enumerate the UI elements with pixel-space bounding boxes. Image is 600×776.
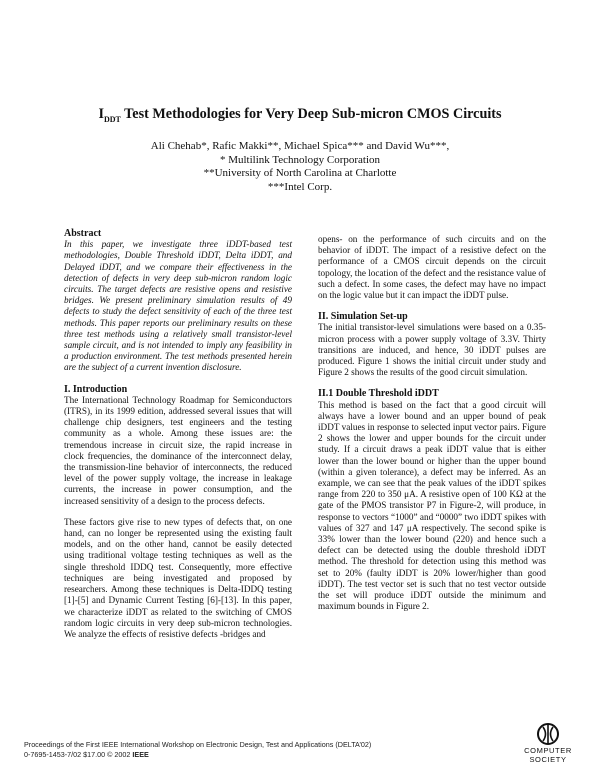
author-block — [0, 140, 600, 194]
abstract-heading: Abstract — [64, 228, 102, 239]
affiliation-3: ***Intel Corp. — [267, 180, 333, 193]
double-threshold-heading: II.1 Double Threshold iDDT — [318, 388, 439, 400]
abstract-text: In this paper, we investigate three iDDT-based test methodologies, Double Threshold iDDT, Delta iDDT, and Delayed iDDT, and we compare their effectiveness in the detection of defects in very deep sub-micron random logic circuits. The target defects are resistive opens and resistive bridges. We present preliminary simulation results of 49 defects to study the defect sensitivity of each of the three test methods. This paper reports our preliminary results on these three test methods using a relatively small transistor-level sample circuit, and is not intended to imply any feasibility in a production environment. The test methods presented herein are the subject of a current invention disclosure. — [64, 239, 292, 373]
affiliation-2: **University of North Carolina at Charlotte — [203, 167, 397, 179]
logo-line-2: SOCIETY — [529, 755, 567, 764]
right-column — [318, 234, 546, 613]
author-names: Ali Chehab*, Rafic Makki**, Michael Spica*** and David Wu***, — [150, 140, 450, 152]
double-threshold-text: This method is based on the fact that a good circuit will always have a lower bound and an upper bound of peak iDDT values in response to selected input vector pairs. Figure 2 shows the lower and upper bounds for the circuit under study. If a circuit draws a peak iDDT value that is either lower than the lower bound or higher than the upper bound (within a given tolerance), a defect may be inferred. As an example, we can see that the peak values of the iDDT spikes range from 220 to 350 μA. A resistive open of 100 KΩ at the gate of the PMOS transistor P7 in Figure-2, will produce, in response to vectors “1000” and “0000” two iDDT spikes with values of 327 and 147 μA respectively. The second spike is 33% lower than the lower bound (220) and hence such a defect can be detected using the double threshold iDDT method. The threshold for detection using this method was set to 20% (faulty iDDT is 20% lower/higher than good iDDT). The test vector set is such that no test vector outside the set will produce iDDT outside the minimum and maximum bounds in Figure 2. — [318, 399, 546, 612]
page-footer — [24, 740, 494, 760]
affiliation-1: * Multilink Technology Corporation — [219, 153, 381, 166]
intro-heading: I. Introduction — [64, 383, 128, 395]
copyright-line: 0-7695-1453-7/02 $17.00 © 2002 IEEE — [24, 750, 149, 759]
intro-paragraph-2: These factors give rise to new types of defects that, on one hand, can no longer be represented using the existing fault models, and on the other hand, cannot be easily detected using traditional voltage testing techniques as well as the single threshold IDDQ test. Consequently, more effective techniques are being investigated and proposed by researchers. Among these techniques is Delta-IDDQ testing [1]-[5] and Dynamic Current Testing [6]-[13]. In this paper, we characterize iDDT as related to the switching of CMOS random logic circuits in very deep sub-micron technologies. We analyze the effects of resistive defects -bridges and — [64, 516, 292, 639]
simulation-heading: II. Simulation Set-up — [318, 311, 408, 323]
computer-society-icon — [535, 722, 561, 746]
left-column — [64, 228, 292, 640]
computer-society-logo — [516, 722, 580, 764]
paper-title: $I_{DDT}$ Test Methodologies for Very Deep Sub-micron CMOS Circuits — [98, 106, 502, 124]
intro-paragraph-1: The International Technology Roadmap for Semiconductors (ITRS), in its 1999 edition, addressed several issues that will challenge chip designers, test engineers and the testing community as a whole. Among these issues are: the tremendous increase in circuit size, the rapid increase in clock frequencies, the dominance of the interconnect delay, the transmission-line behavior of interconnects, the reduced level of the power supply voltage, the increase in leakage currents, the increase in power consumption, and the increased sensitivity of a design to the process defects. — [64, 394, 292, 506]
logo-line-1: COMPUTER — [524, 746, 572, 755]
simulation-text: The initial transistor-level simulations were based on a 0.35-micron process with a power supply voltage of 3.3V. Thirty transitions are induced, and hence, 30 iDDT pulses are produced. Figure 1 shows the initial circuit under study and Figure 2 shows the results of the good circuit simulation. — [318, 322, 546, 378]
proceedings-line: Proceedings of the First IEEE International Workshop on Electronic Design, Test and Applications (DELTA’02) — [24, 740, 372, 749]
intro-continuation: opens- on the performance of such circuits and on the behavior of iDDT. The impact of a resistive defect on the performance of a CMOS circuit depends on the circuit topology, the location of the defect and the resistance value of such a defect. In some cases, the defect may have no impact on the logic value but it can impact the iDDT pulse. — [318, 234, 546, 301]
